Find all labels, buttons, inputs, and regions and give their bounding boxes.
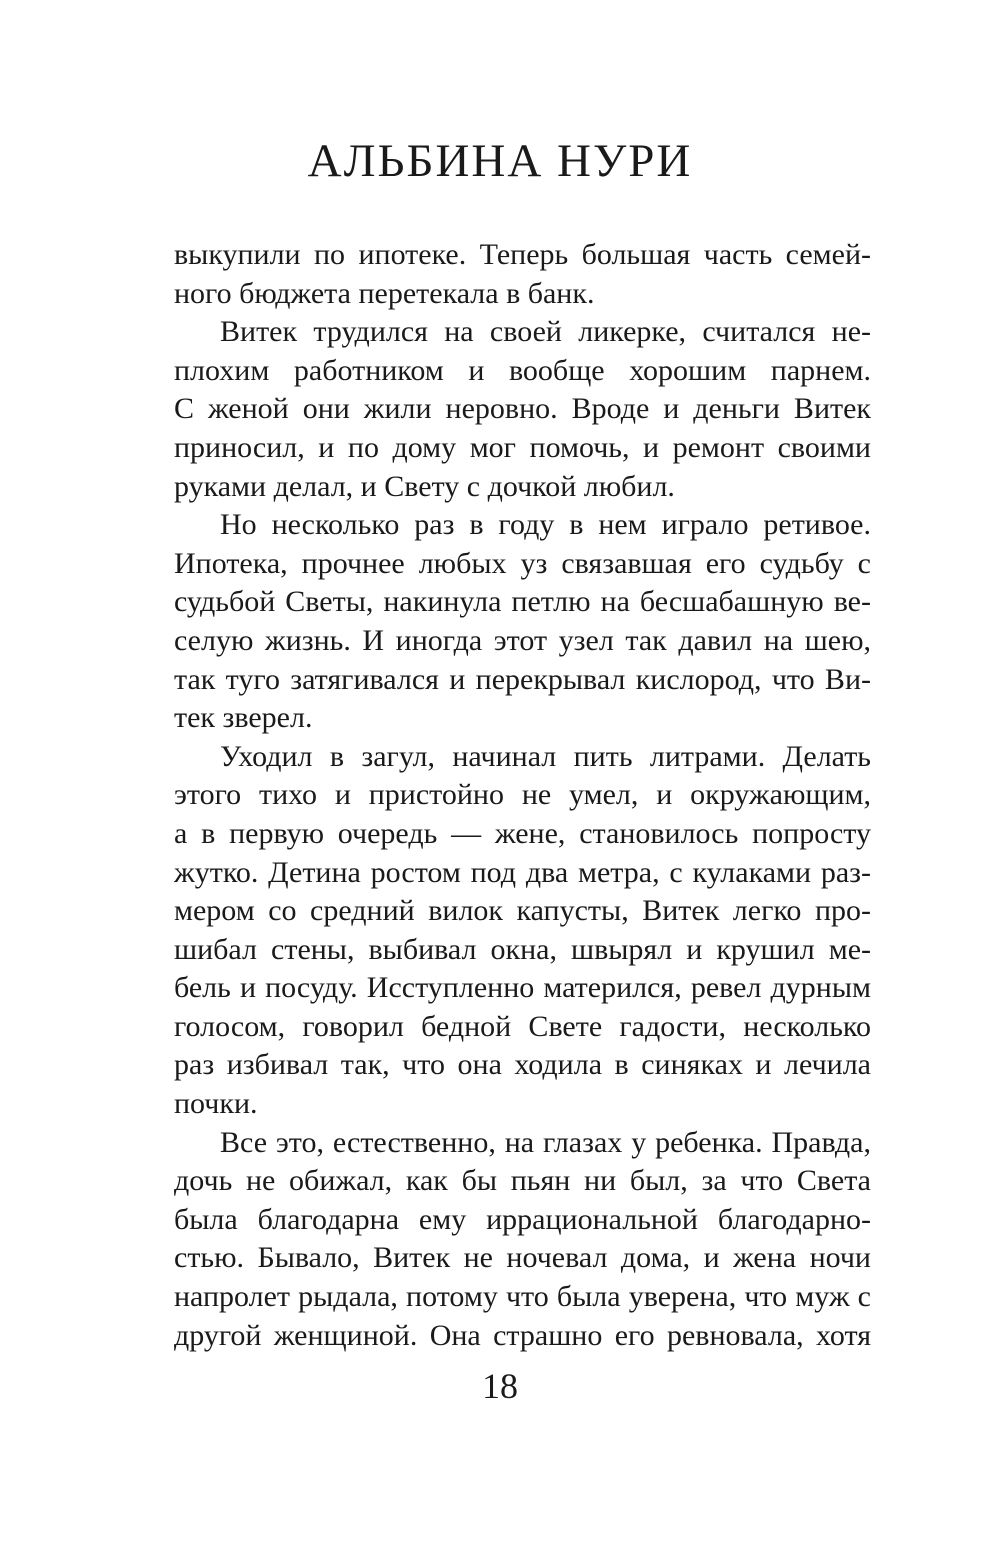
text-line: а в первую очередь — жене, становилось попросту xyxy=(174,816,871,850)
text-line: ного бюджета перетекала в банк. xyxy=(174,276,595,310)
text-line: дочь не обижал, как бы пьян ни был, за что Света xyxy=(174,1164,871,1198)
text-line: напролет рыдала, потому что была уверена, что муж с xyxy=(174,1280,871,1314)
text-line: Уходил в загул, начинал пить литрами. Делать xyxy=(220,739,871,773)
text-line: мером со средний вилок капусты, Витек легко про- xyxy=(174,894,871,928)
text-line: Все это, естественно, на глазах у ребенка. Правда, xyxy=(220,1125,871,1159)
running-head-author: АЛЬБИНА НУРИ xyxy=(307,135,693,187)
text-line: Ипотека, прочнее любых уз связавшая его судьбу с xyxy=(174,546,871,580)
body-text xyxy=(174,236,871,1355)
text-line: была благодарна ему иррациональной благодарно- xyxy=(174,1202,871,1236)
text-line: раз избивал так, что она ходила в синяках и лечила xyxy=(174,1048,871,1082)
text-line: судьбой Светы, накинула петлю на бесшабашную ве- xyxy=(174,585,871,619)
text-line: Но несколько раз в году в нем играло ретивое. xyxy=(220,508,871,542)
text-line: руками делал, и Свету с дочкой любил. xyxy=(174,469,675,503)
text-line: бель и посуду. Исступленно матерился, ревел дурным xyxy=(174,971,871,1005)
text-line: приносил, и по дому мог помочь, и ремонт своими xyxy=(174,430,871,464)
text-line: голосом, говорил бедной Свете гадости, несколько xyxy=(174,1009,871,1043)
text-line: этого тихо и пристойно не умел, и окружающим, xyxy=(174,778,871,812)
text-line: так туго затягивался и перекрывал кислород, что Ви- xyxy=(174,662,871,696)
text-line: селую жизнь. И иногда этот узел так давил на шею, xyxy=(174,623,871,657)
text-line: выкупили по ипотеке. Теперь большая часть семей- xyxy=(174,238,871,271)
text-line: Витек трудился на своей ликерке, считался не- xyxy=(220,315,871,349)
text-line: почки. xyxy=(174,1087,258,1121)
page-number: 18 xyxy=(482,1366,518,1406)
text-line: тек зверел. xyxy=(174,701,313,735)
text-line: С женой они жили неровно. Вроде и деньги Витек xyxy=(174,392,871,426)
text-line: другой женщиной. Она страшно его ревновала, хотя xyxy=(174,1318,871,1352)
text-line: стью. Бывало, Витек не ночевал дома, и жена ночи xyxy=(174,1241,871,1275)
text-line: шибал стены, выбивал окна, швырял и крушил ме- xyxy=(174,932,871,966)
text-line: жутко. Детина ростом под два метра, с кулаками раз- xyxy=(174,855,871,889)
text-line: плохим работником и вообще хорошим парнем. xyxy=(174,353,871,387)
